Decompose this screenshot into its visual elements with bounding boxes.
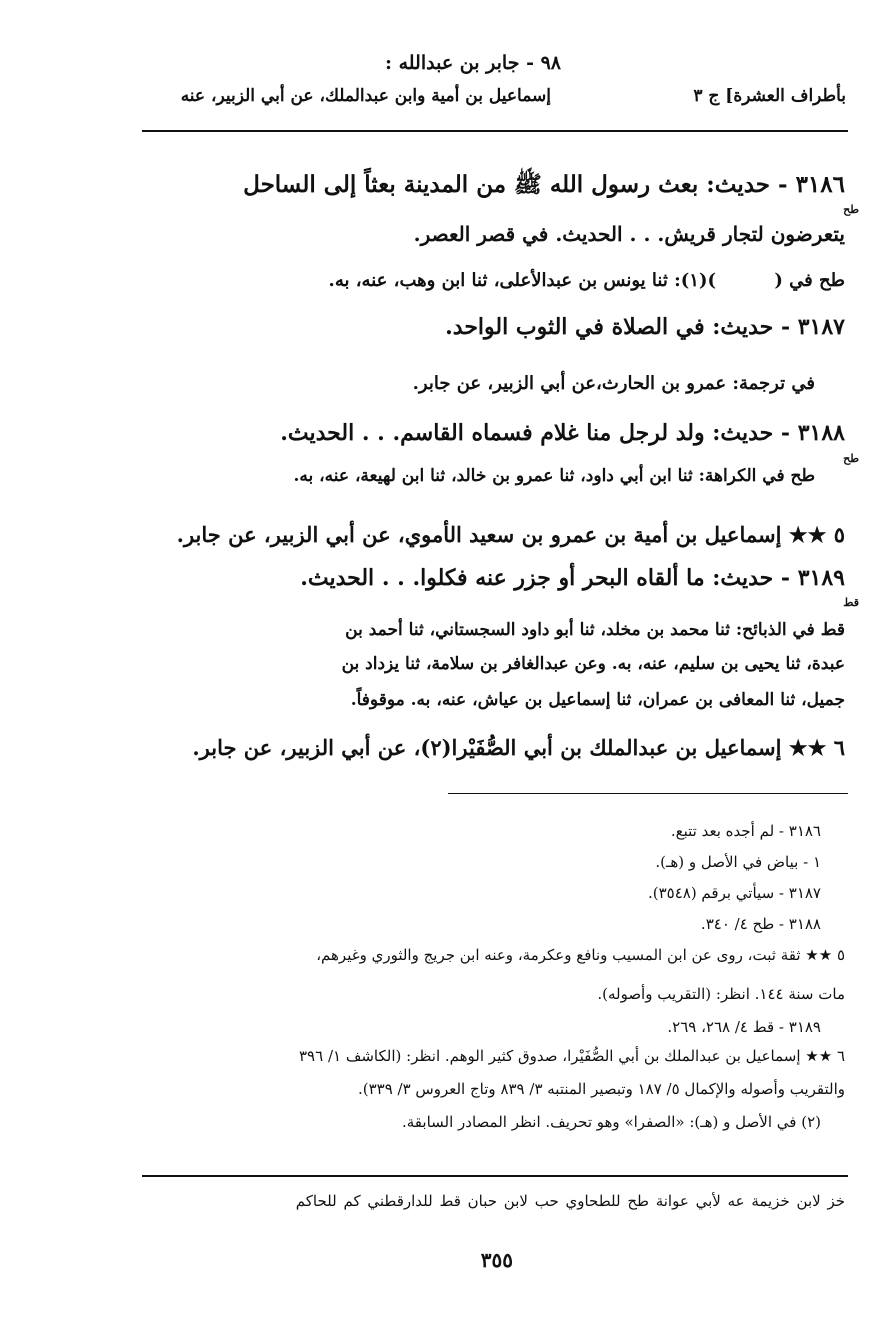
footnote-3186: ٣١٨٦ - لم أجده بعد تتبع. [670,822,821,840]
hadith-3189-title: ٣١٨٩ - حديث: ما ألقاه البحر أو جزر عنه فكلوا. . . الحديث. [300,565,845,591]
margin-tah-3186: طح [843,203,859,216]
footnote-rule [448,793,848,794]
hadith-3186-text: يتعرضون لتجار قريش. . . الحديث. في قصر العصر. [413,222,845,246]
footnote-6-line-1: ٦ ★★ إسماعيل بن عبدالملك بن أبي الصُّفَيْرا، صدوق كثير الوهم. انظر: (الكاشف ١/ ٣٩٦ [299,1047,845,1065]
footnote-5-line-1: ٥ ★★ ثقة ثبت، روى عن ابن المسيب ونافع وعكرمة، وعنه ابن جريج والثوري وغيرهم، [316,946,845,964]
page-number: ٣٥٥ [480,1248,513,1272]
hadith-3189-line-3: جميل، ثنا المعافى بن عمران، ثنا إسماعيل بن عياش، عنه، به. موقوفاً. [350,690,845,710]
chapter-heading: ٩٨ - جابر بن عبدالله : [384,52,561,74]
narrator-5-heading: ٥ ★★ إسماعيل بن أمية بن عمرو بن سعيد الأموي، عن أبي الزبير، عن جابر. [176,522,845,547]
legend-rule [142,1175,848,1177]
hadith-3186-source-a: طح في ( [774,270,845,291]
footnote-1: ١ - بياض في الأصل و (هـ). [655,853,821,871]
hadith-3187-source: في ترجمة: عمرو بن الحارث،عن أبي الزبير، عن جابر. [412,373,815,394]
hadith-3188-source: طح في الكراهة: ثنا ابن أبي داود، ثنا عمرو بن خالد، ثنا ابن لهيعة، عنه، به. [293,466,815,486]
abbreviation-legend: خز لابن خزيمة عه لأبي عوانة طح للطحاوي حب لابن حبان قط للدارقطني كم للحاكم [295,1192,845,1210]
footnote-2: (٢) في الأصل و (هـ): «الصفرا» وهو تحريف. انظر المصادر السابقة. [402,1113,821,1131]
hadith-3186-source-b: )(١): ثنا يونس بن عبدالأعلى، ثنا ابن وهب، عنه، به. [328,270,716,291]
margin-tah-3188: طح [843,452,859,465]
hadith-3188-title: ٣١٨٨ - حديث: ولد لرجل منا غلام فسماه القاسم. . . الحديث. [280,420,845,446]
narrator-6-heading: ٦ ★★ إسماعيل بن عبدالملك بن أبي الصُّفَيْرا(٢)، عن أبي الزبير، عن جابر. [192,735,845,760]
hadith-3189-line-1: قط في الذبائح: ثنا محمد بن مخلد، ثنا أبو داود السجستاني، ثنا أحمد بن [345,620,845,640]
book-title: بأطراف العشرة] ج ٣ [693,86,846,106]
hadith-3187-title: ٣١٨٧ - حديث: في الصلاة في الثوب الواحد. [445,314,845,340]
hadith-3189-line-2: عبدة، ثنا يحيى بن سليم، عنه، به. وعن عبدالغافر بن سلامة، ثنا يزداد بن [341,654,845,674]
running-subtitle: إسماعيل بن أمية وابن عبدالملك، عن أبي الزبير، عنه [180,86,551,106]
header-rule [142,130,848,132]
footnote-6-line-2: والتقريب وأصوله والإكمال ٥/ ١٨٧ وتبصير المنتبه ٣/ ٨٣٩ وتاج العروس ٣/ ٣٣٩). [357,1080,845,1098]
footnote-3188: ٣١٨٨ - طح ٤/ ٣٤٠. [700,915,821,933]
footnote-3187: ٣١٨٧ - سيأتي برقم (٣٥٤٨). [647,884,821,902]
hadith-3186-title: ٣١٨٦ - حديث: بعث رسول الله ﷺ من المدينة بعثاً إلى الساحل [243,171,845,198]
footnote-3189: ٣١٨٩ - قط ٤/ ٢٦٨، ٢٦٩. [667,1018,821,1036]
footnote-5-line-2: مات سنة ١٤٤. انظر: (التقريب وأصوله). [597,985,845,1003]
margin-qut-3189: قط [843,596,859,609]
